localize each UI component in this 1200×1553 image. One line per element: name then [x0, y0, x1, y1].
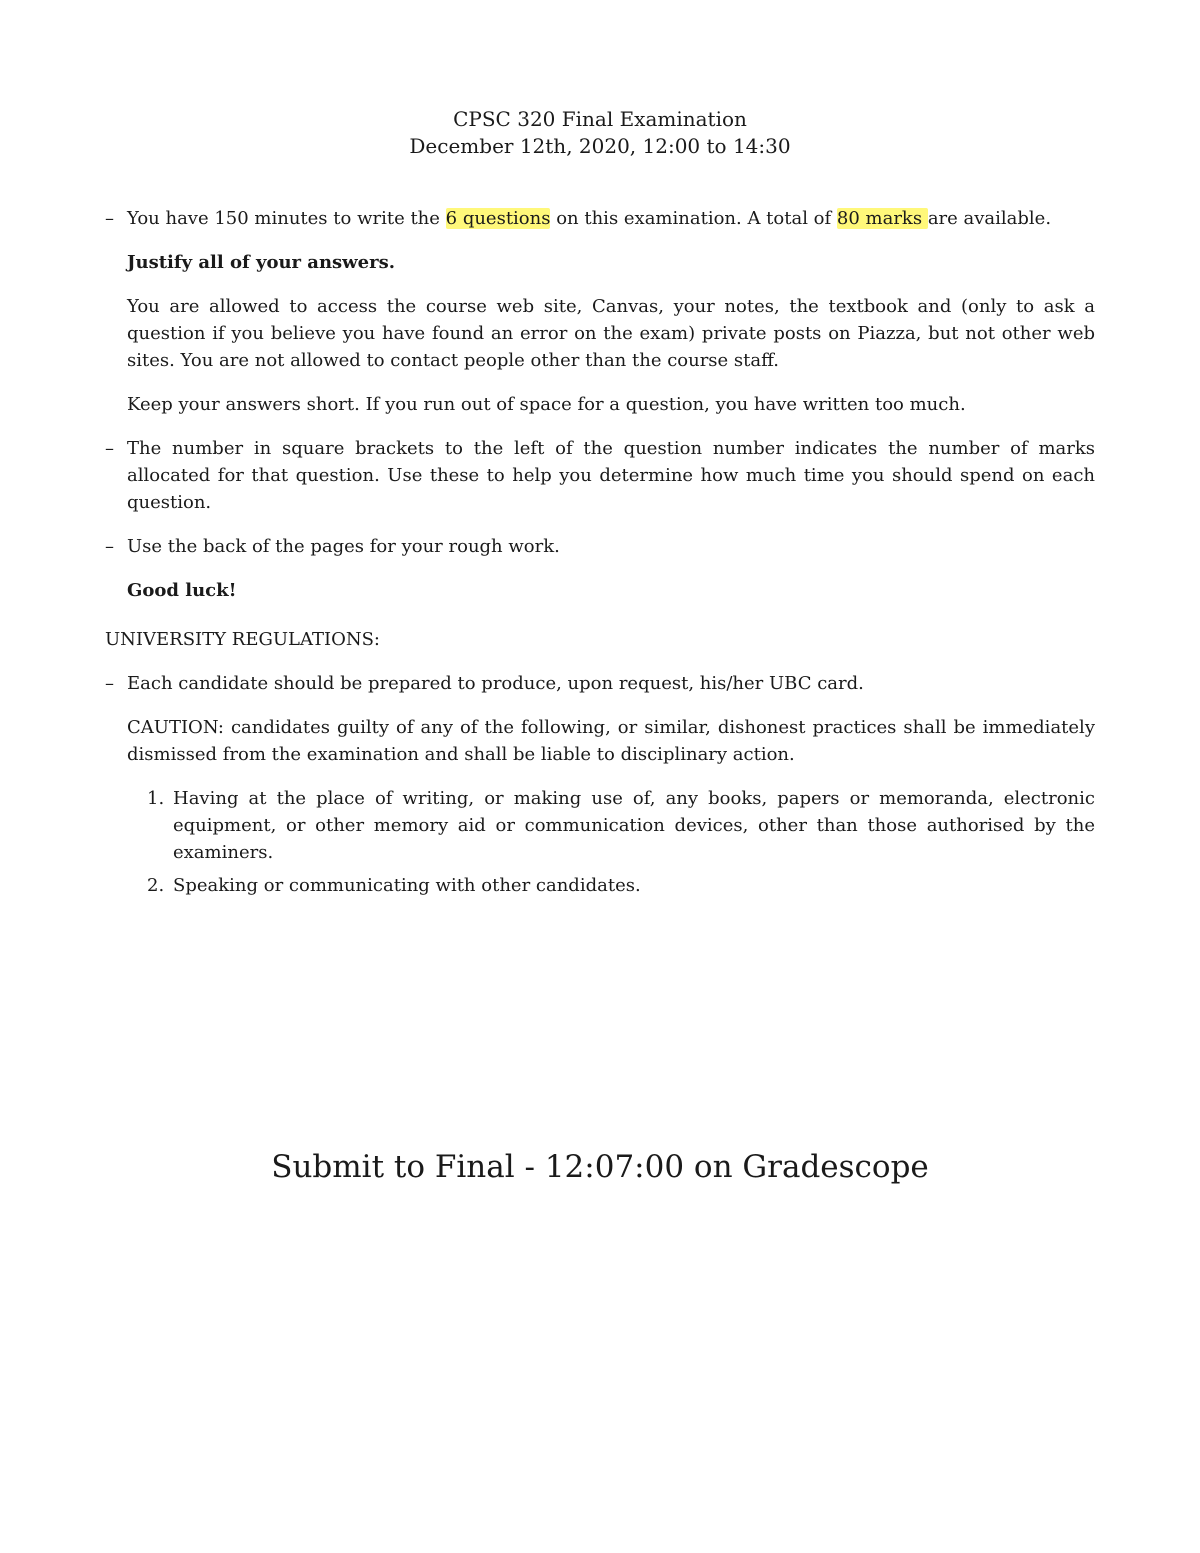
- bullet-dash: –: [105, 536, 114, 557]
- exam-date: December 12th, 2020, 12:00 to 14:30: [409, 134, 791, 158]
- good-luck-text: Good luck!: [127, 580, 237, 601]
- dishonest-practices-list: [147, 785, 1095, 899]
- highlight-questions: 6 questions: [445, 208, 551, 229]
- highlight-marks: 80 marks: [836, 208, 928, 229]
- list-number: 2.: [147, 875, 165, 896]
- submit-banner: Submit to Final - 12:07:00 on Gradescope: [271, 1149, 929, 1185]
- ubc-card-text: Each candidate should be prepared to produce, upon request, his/her UBC card.: [127, 673, 864, 694]
- list-item-text: Speaking or communicating with other candidates.: [173, 875, 641, 896]
- time-and-marks-text: You have 150 minutes to write the 6 questions on this examination. A total of 80 marks are available.: [127, 208, 1052, 229]
- exam-header: [0, 106, 1200, 160]
- regulations-heading: UNIVERSITY REGULATIONS:: [105, 629, 381, 650]
- keep-short-text: Keep your answers short. If you run out of space for a question, you have written too much.: [127, 394, 966, 415]
- justify-answers-text: Justify all of your answers.: [127, 252, 395, 273]
- regulation-item: [105, 670, 1095, 697]
- exam-title: CPSC 320 Final Examination: [453, 107, 747, 131]
- bullet-dash: –: [105, 673, 114, 694]
- rough-work-text: Use the back of the pages for your rough work.: [127, 536, 560, 557]
- square-brackets-text: The number in square brackets to the left of the question number indicates the number of marks allocated for that question. Use these to help you determine how much time you should spend on each question.: [127, 438, 1095, 513]
- access-policy-text: You are allowed to access the course web site, Canvas, your notes, the textbook and (only to ask a question if you believe you have found an error on the exam) private posts on Piazza, but not other web sites. You are not allowed to contact people other than the course staff.: [127, 296, 1095, 371]
- list-item: [147, 785, 1095, 866]
- caution-text: CAUTION: candidates guilty of any of the following, or similar, dishonest practices shall be immediately dismissed from the examination and shall be liable to disciplinary action.: [127, 717, 1095, 765]
- bullet-dash: –: [105, 208, 114, 229]
- bullet-dash: –: [105, 438, 114, 459]
- list-item: [147, 872, 1095, 899]
- exam-instructions: [105, 205, 1095, 899]
- instruction-item: [105, 533, 1095, 560]
- list-item-text: Having at the place of writing, or making use of, any books, papers or memoranda, electronic equipment, or other memory aid or communication devices, other than those authorised by the examiners.: [173, 788, 1095, 863]
- instruction-item: [105, 205, 1095, 232]
- list-number: 1.: [147, 788, 165, 809]
- instruction-item: [105, 435, 1095, 516]
